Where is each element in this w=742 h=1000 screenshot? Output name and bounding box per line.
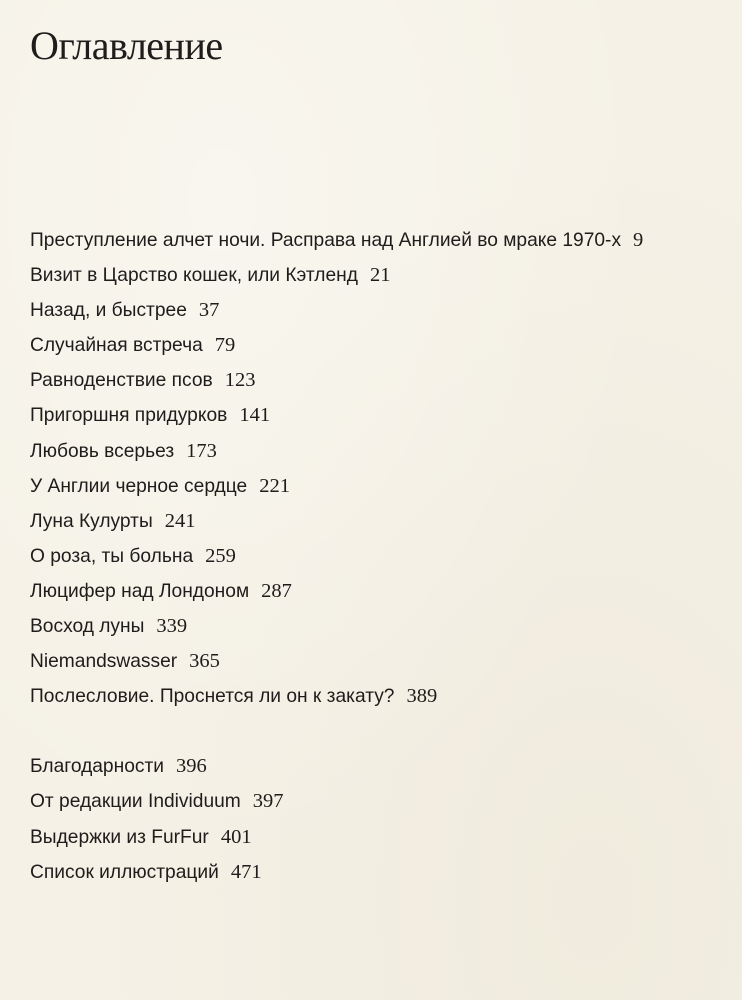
toc-entry — [30, 679, 730, 714]
toc-entry-page: 173 — [186, 439, 217, 462]
toc-entry-page: 79 — [214, 334, 236, 357]
toc-entry — [30, 504, 730, 539]
toc-entry-title: Преступление алчет ночи. Расправа над Англией во мраке 1970-х — [30, 230, 622, 251]
chapter-list — [30, 223, 730, 714]
toc-entry-page: 287 — [261, 579, 292, 602]
toc-entry — [30, 434, 730, 469]
table-of-contents — [30, 223, 730, 890]
toc-entry-title: Случайная встреча — [30, 335, 203, 357]
toc-entry-page: 389 — [406, 685, 438, 708]
toc-entry-title: Восход луны — [30, 616, 145, 638]
toc-entry — [30, 820, 730, 855]
toc-entry — [30, 609, 730, 644]
toc-entry — [30, 223, 730, 258]
toc-entry — [30, 644, 730, 679]
toc-entry — [30, 574, 730, 609]
toc-entry — [30, 784, 730, 819]
toc-entry-page: 471 — [230, 860, 262, 883]
toc-entry — [30, 469, 730, 504]
toc-entry-page: 221 — [259, 474, 290, 497]
toc-entry-page: 259 — [205, 544, 236, 567]
toc-entry-page: 365 — [189, 650, 220, 673]
toc-entry-page: 396 — [175, 755, 207, 778]
toc-entry — [30, 258, 730, 293]
appendix-list — [30, 749, 730, 889]
toc-entry-title: От редакции Individuum — [30, 791, 241, 813]
toc-entry-title: Послесловие. Проснется ли он к закату? — [30, 686, 395, 708]
toc-entry-title: О роза, ты больна — [30, 545, 194, 567]
toc-entry-title: Список иллюстраций — [30, 861, 219, 883]
toc-entry-title: Пригоршня придурков — [30, 405, 228, 427]
toc-entry-title: Назад, и быстрее — [30, 300, 187, 322]
toc-entry-title: Выдержки из FurFur — [30, 826, 209, 848]
toc-entry — [30, 539, 730, 574]
toc-entry-title: У Англии черное сердце — [30, 475, 248, 497]
toc-entry-title: Визит в Царство кошек, или Кэтленд — [30, 265, 358, 287]
toc-entry — [30, 293, 730, 328]
toc-entry-page: 9 — [633, 229, 644, 251]
toc-entry-title: Любовь всерьез — [30, 440, 175, 462]
toc-entry-title: Благодарности — [30, 756, 164, 778]
toc-entry-title: Niemandswasser — [30, 651, 178, 673]
toc-entry-page: 123 — [224, 369, 256, 392]
toc-entry — [30, 363, 730, 398]
toc-entry-title: Равноденствие псов — [30, 370, 213, 392]
toc-entry-page: 141 — [239, 404, 271, 427]
toc-entry-title: Люцифер над Лондоном — [30, 580, 250, 602]
page-title: Оглавление — [30, 23, 223, 68]
toc-entry-title: Луна Кулурты — [30, 510, 153, 532]
toc-entry-page: 21 — [369, 264, 391, 287]
toc-entry — [30, 749, 730, 784]
toc-entry-page: 241 — [164, 509, 196, 532]
toc-entry — [30, 855, 730, 890]
toc-entry-page: 37 — [198, 299, 220, 322]
toc-entry-page: 397 — [252, 790, 284, 813]
section-gap — [30, 714, 730, 749]
toc-entry-page: 401 — [220, 825, 252, 848]
toc-entry — [30, 398, 730, 433]
toc-entry-page: 339 — [156, 615, 188, 638]
toc-entry — [30, 328, 730, 363]
